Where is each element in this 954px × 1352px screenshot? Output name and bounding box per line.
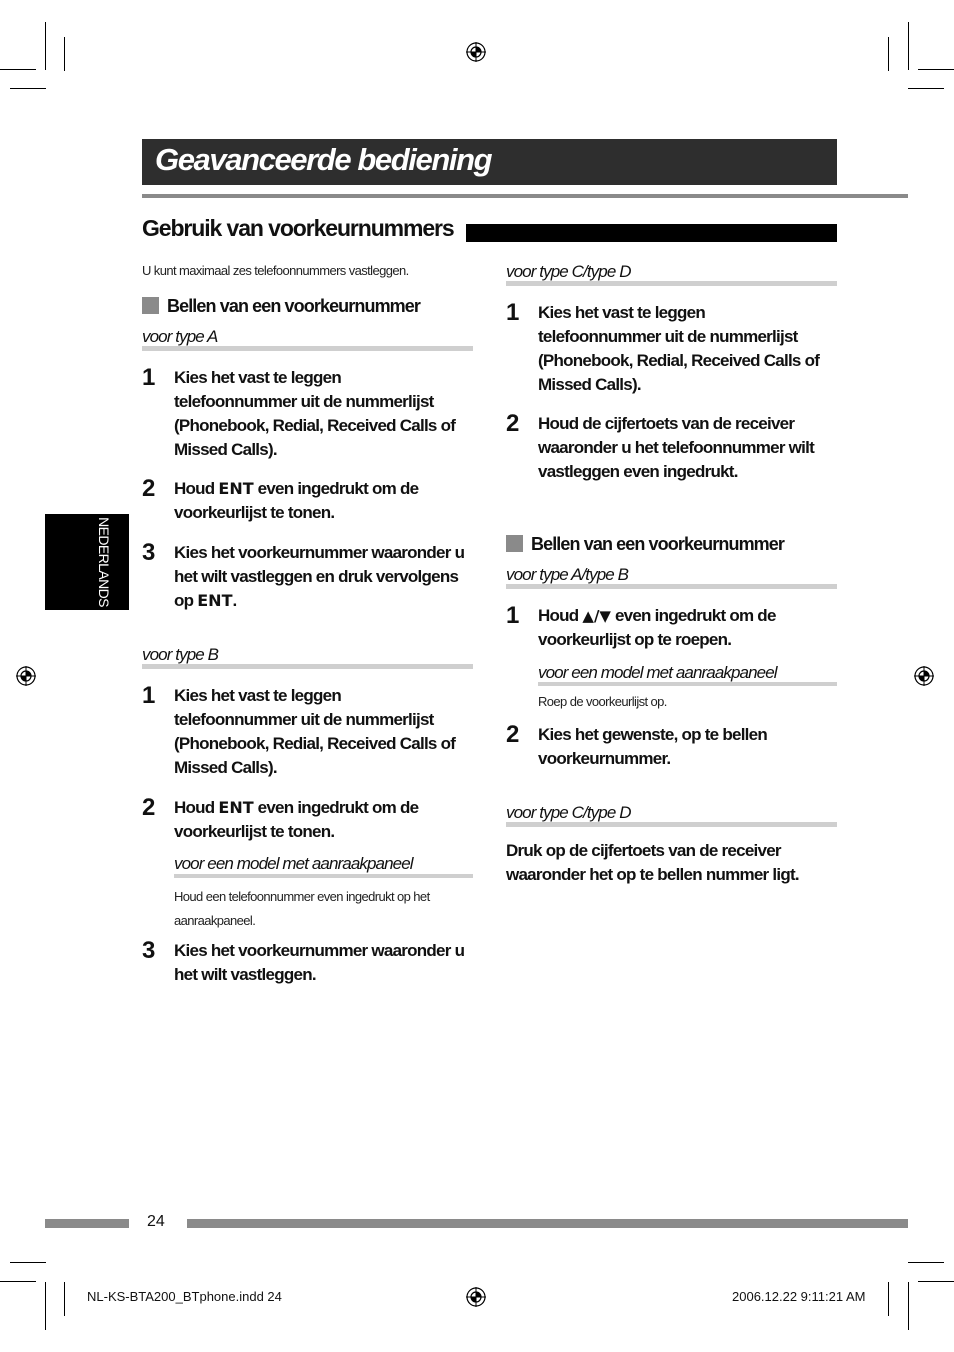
step-line: (Phonebook, Redial, Received Calls of bbox=[174, 734, 456, 753]
step-text bbox=[538, 301, 819, 397]
crop-mark bbox=[64, 37, 65, 71]
touch-note-line: aanraakpaneel. bbox=[174, 913, 256, 928]
touch-note-line: Houd een telefoonnummer even ingedrukt op het bbox=[174, 889, 430, 904]
step-line: voorkeurlijst te tonen. bbox=[174, 822, 335, 841]
step-number: 2 bbox=[506, 721, 520, 748]
type-label: voor type A/type B bbox=[506, 565, 629, 584]
type-rule bbox=[142, 346, 473, 351]
step-text bbox=[174, 366, 455, 462]
step-line: Kies het vast te leggen bbox=[538, 303, 705, 322]
step-text-part: op bbox=[174, 591, 198, 610]
step-number: 3 bbox=[142, 539, 156, 566]
touch-label: voor een model met aanraakpaneel bbox=[538, 663, 777, 682]
crop-mark bbox=[10, 88, 46, 89]
step-line: vastleggen even ingedrukt. bbox=[538, 462, 738, 481]
type-label: voor type C/type D bbox=[506, 262, 631, 281]
step-line: waaronder het op te bellen nummer ligt. bbox=[506, 865, 799, 884]
step-text-part: Houd bbox=[174, 798, 219, 817]
step-line: waaronder u het telefoonnummer wilt bbox=[538, 438, 815, 457]
square-bullet-icon bbox=[142, 297, 159, 314]
touch-note: Roep de voorkeurlijst op. bbox=[538, 694, 667, 709]
step-text-part: even ingedrukt om de bbox=[253, 798, 419, 817]
step-number: 1 bbox=[506, 602, 520, 629]
step-text-part: . bbox=[232, 591, 237, 610]
crop-mark bbox=[45, 22, 46, 70]
square-bullet-icon bbox=[506, 535, 523, 552]
step-line: Kies het vast te leggen bbox=[174, 368, 341, 387]
registration-mark-icon bbox=[914, 666, 934, 686]
crop-mark bbox=[888, 1282, 889, 1316]
step-number: 3 bbox=[142, 937, 156, 964]
crop-mark bbox=[45, 1282, 46, 1330]
slug-filename: NL-KS-BTA200_BTphone.indd 24 bbox=[87, 1289, 282, 1304]
type-label: voor type A bbox=[142, 327, 218, 346]
language-tab bbox=[45, 514, 129, 610]
touch-note bbox=[174, 885, 430, 933]
footer-bar bbox=[45, 1219, 129, 1228]
step-text bbox=[538, 412, 814, 484]
step-line: (Phonebook, Redial, Received Calls of bbox=[174, 416, 456, 435]
heading-bar bbox=[466, 224, 837, 242]
type-rule bbox=[142, 664, 473, 669]
language-tab-label: NEDERLANDS bbox=[96, 517, 112, 607]
page-title: Geavanceerde bediening bbox=[155, 142, 492, 177]
subsection-title: Bellen van een voorkeurnummer bbox=[167, 296, 420, 316]
step-text-part: even ingedrukt om de bbox=[610, 606, 776, 625]
step-line: voorkeurlijst op te roepen. bbox=[538, 630, 732, 649]
step-line: Missed Calls). bbox=[538, 375, 641, 394]
step-line: Druk op de cijfertoets van de receiver bbox=[506, 841, 781, 860]
crop-mark bbox=[918, 1281, 954, 1282]
crop-mark bbox=[0, 69, 36, 70]
step-line: Kies het gewenste, op te bellen bbox=[538, 725, 767, 744]
crop-mark bbox=[908, 22, 909, 70]
footer-bar bbox=[187, 1219, 908, 1228]
step-text bbox=[174, 541, 464, 613]
instruction-text bbox=[506, 839, 799, 887]
crop-mark bbox=[0, 1281, 36, 1282]
step-text bbox=[538, 604, 776, 652]
slug-timestamp: 2006.12.22 9:11:21 AM bbox=[732, 1289, 866, 1304]
type-rule bbox=[538, 682, 837, 686]
ent-key: ENT bbox=[197, 591, 233, 610]
crop-mark bbox=[64, 1282, 65, 1316]
step-line: Kies het voorkeurnummer waaronder u bbox=[174, 543, 465, 562]
step-number: 1 bbox=[142, 682, 156, 709]
touch-label: voor een model met aanraakpaneel bbox=[174, 854, 413, 873]
type-rule bbox=[506, 584, 837, 589]
step-line: voorkeurnummer. bbox=[538, 749, 671, 768]
step-line: telefoonnummer uit de nummerlijst bbox=[174, 710, 434, 729]
crop-mark bbox=[888, 37, 889, 71]
step-line: Missed Calls). bbox=[174, 758, 277, 777]
step-text bbox=[174, 684, 455, 780]
subsection-title: Bellen van een voorkeurnummer bbox=[531, 534, 784, 554]
step-number: 2 bbox=[142, 794, 156, 821]
step-line: telefoonnummer uit de nummerlijst bbox=[538, 327, 798, 346]
page-number: 24 bbox=[147, 1213, 165, 1230]
crop-mark bbox=[908, 1282, 909, 1330]
step-line: Kies het voorkeurnummer waaronder u bbox=[174, 941, 465, 960]
step-text bbox=[174, 796, 418, 844]
step-line: Kies het vast te leggen bbox=[174, 686, 341, 705]
step-line: voorkeurlijst te tonen. bbox=[174, 503, 335, 522]
ent-key: ENT bbox=[218, 798, 254, 817]
title-bar bbox=[142, 139, 837, 185]
intro-text: U kunt maximaal zes telefoonnummers vastleggen. bbox=[142, 263, 409, 278]
step-number: 1 bbox=[142, 364, 156, 391]
step-text-part: Houd bbox=[174, 479, 219, 498]
crop-mark bbox=[918, 69, 954, 70]
step-line: Missed Calls). bbox=[174, 440, 277, 459]
step-number: 2 bbox=[142, 475, 156, 502]
type-label: voor type B bbox=[142, 645, 219, 664]
step-line: (Phonebook, Redial, Received Calls of bbox=[538, 351, 820, 370]
step-text bbox=[174, 939, 464, 987]
crop-mark bbox=[908, 88, 944, 89]
step-text bbox=[174, 477, 418, 525]
step-line: het wilt vastleggen. bbox=[174, 965, 316, 984]
step-text-part: even ingedrukt om de bbox=[253, 479, 419, 498]
step-line: telefoonnummer uit de nummerlijst bbox=[174, 392, 434, 411]
type-label: voor type C/type D bbox=[506, 803, 631, 822]
step-text-part: Houd bbox=[538, 606, 583, 625]
type-rule bbox=[174, 874, 473, 878]
section-heading: Gebruik van voorkeurnummers bbox=[142, 215, 454, 241]
step-number: 1 bbox=[506, 299, 520, 326]
step-line: Houd de cijfertoets van de receiver bbox=[538, 414, 795, 433]
ent-key: ENT bbox=[218, 479, 254, 498]
step-number: 2 bbox=[506, 410, 520, 437]
step-line: het wilt vastleggen en druk vervolgens bbox=[174, 567, 459, 586]
step-text bbox=[538, 723, 767, 771]
up-down-arrow-icon: ▲/▼ bbox=[582, 607, 611, 625]
crop-mark bbox=[908, 1262, 944, 1263]
title-rule bbox=[142, 194, 908, 198]
type-rule bbox=[506, 281, 837, 286]
registration-mark-icon bbox=[16, 666, 36, 686]
registration-mark-icon bbox=[466, 1287, 486, 1307]
registration-mark-icon bbox=[466, 42, 486, 62]
type-rule bbox=[506, 822, 837, 827]
crop-mark bbox=[10, 1262, 46, 1263]
